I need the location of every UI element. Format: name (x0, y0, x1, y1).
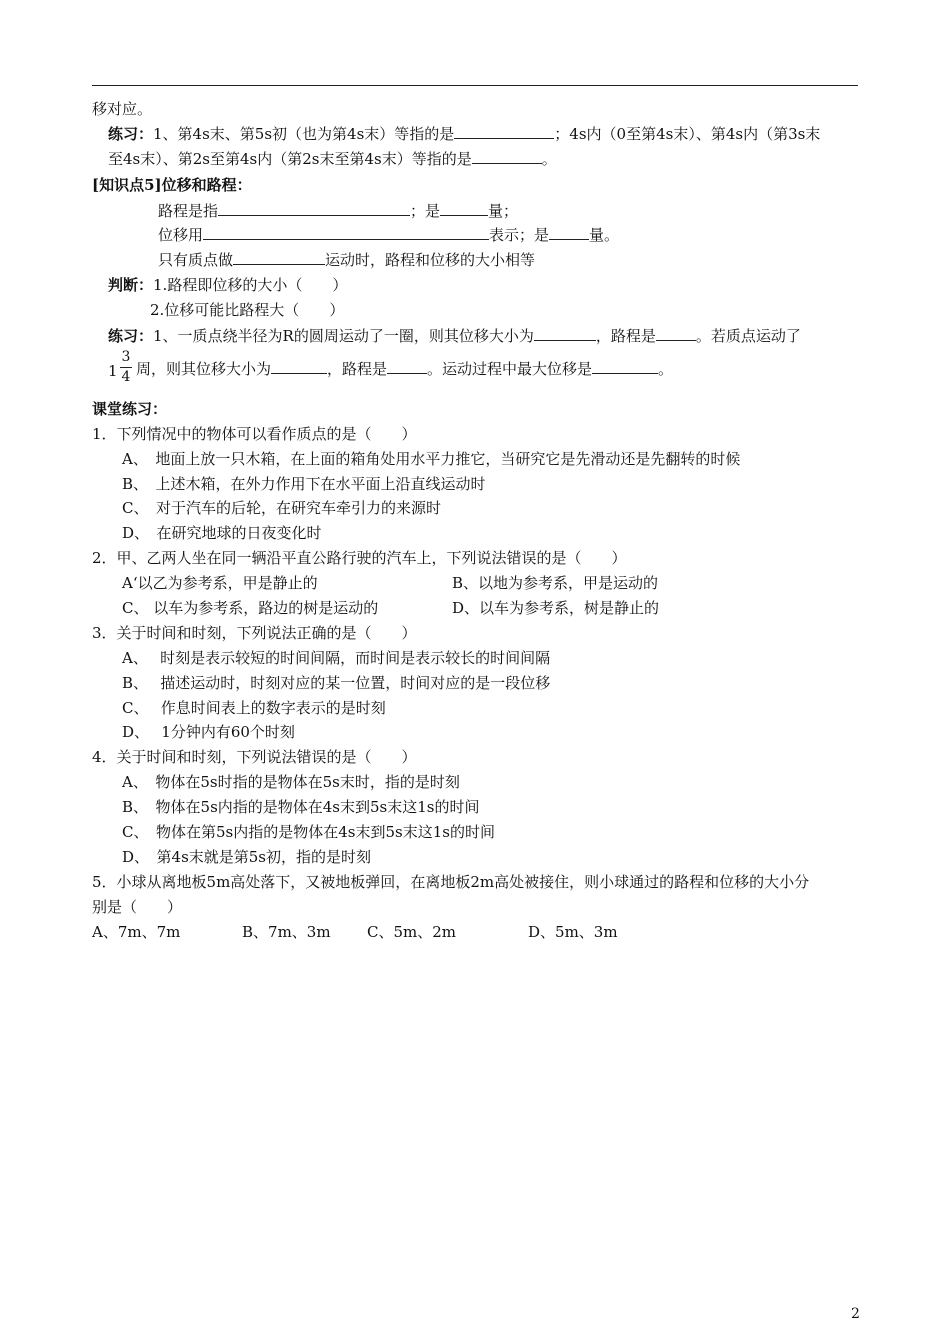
displacement-definition (158, 225, 619, 245)
disp-text-c: 量。 (589, 226, 620, 244)
practice1-line2 (108, 149, 557, 169)
practice2-label: 练习： (108, 327, 154, 345)
judge-text-1: 1.路程即位移的大小（ ） (153, 276, 348, 294)
fraction-denominator: 4 (121, 369, 131, 385)
question-3-option-d: D、 1分钟内有60个时刻 (122, 723, 295, 741)
classwork-title: 课堂练习： (92, 400, 168, 418)
blank[interactable] (218, 201, 410, 216)
judge-item1 (108, 275, 347, 295)
blank[interactable] (534, 326, 596, 341)
path-text-c: 量； (488, 202, 519, 220)
judge-item2: 2.位移可能比路程大（ ） (150, 301, 345, 319)
question-2-option-a: A‘以乙为参考系，甲是静止的 (122, 574, 318, 592)
blank[interactable] (440, 201, 488, 216)
question-2-option-b: B、以地为参考系，甲是运动的 (452, 574, 659, 592)
practice1-text-b: ；4s内（0至第4s末）、第4s内（第3s末 (554, 125, 821, 143)
question-4-option-d: D、 第4s末就是第5s初，指的是时刻 (122, 848, 372, 866)
question-3-option-b: B、 描述运动时，时刻对应的某一位置，时间对应的是一段位移 (122, 674, 551, 692)
practice2-line1 (108, 326, 801, 346)
practice2-text-g: 。 (658, 360, 674, 378)
question-1-stem: 1．下列情况中的物体可以看作质点的是（ ） (92, 425, 417, 443)
question-5-option-b: B、7m、3m (242, 923, 331, 941)
practice1-line1 (108, 124, 820, 144)
blank[interactable] (549, 225, 589, 240)
fraction-numerator: 3 (121, 349, 131, 365)
question-2-option-d: D、以车为参考系，树是静止的 (452, 599, 660, 617)
blank[interactable] (203, 225, 489, 240)
blank[interactable] (271, 359, 327, 374)
question-5-stem-line1: 5．小球从离地板5m高处落下，又被地板弹回，在离地板2m高处被接住，则小球通过的路程和位移的大小分 (92, 873, 810, 891)
only-when-line (158, 250, 535, 270)
path-definition (158, 201, 518, 221)
practice2-text-d: 周，则其位移大小为 (136, 360, 272, 378)
blank[interactable] (472, 149, 542, 164)
question-2-stem: 2．甲、乙两人坐在同一辆沿平直公路行驶的汽车上，下列说法错误的是（ ） (92, 549, 627, 567)
question-1-option-c: C、 对于汽车的后轮，在研究车牵引力的来源时 (122, 499, 441, 517)
header-continuation: 移对应。 (92, 100, 153, 118)
disp-text-b: 表示；是 (489, 226, 550, 244)
practice1-text-c: 至4s末）、第2s至第4s内（第2s末至第4s末）等指的是 (108, 150, 472, 168)
practice2-line2 (136, 359, 673, 379)
question-4-option-c: C、 物体在第5s内指的是物体在4s末到5s末这1s的时间 (122, 823, 495, 841)
practice2-text-c: 。若质点运动了 (695, 327, 801, 345)
practice2-text-f: 。运动过程中最大位移是 (427, 360, 593, 378)
blank[interactable] (233, 250, 325, 265)
practice2-text-e: ，路程是 (327, 360, 388, 378)
question-5-stem-line2: 别是（ ） (92, 898, 183, 916)
question-3-stem: 3．关于时间和时刻，下列说法正确的是（ ） (92, 624, 417, 642)
question-3-option-a: A、 时刻是表示较短的时间间隔，而时间是表示较长的时间间隔 (122, 649, 551, 667)
question-5-option-c: C、5m、2m (367, 923, 457, 941)
path-text-a: 路程是指 (158, 202, 219, 220)
page-number: 2 (851, 1306, 860, 1322)
disp-text-a: 位移用 (158, 226, 204, 244)
only-text-a: 只有质点做 (158, 251, 234, 269)
mixed-number-whole: 1 (108, 362, 118, 380)
question-2-option-c: C、 以车为参考系，路边的树是运动的 (122, 599, 379, 617)
question-1-option-d: D、 在研究地球的日夜变化时 (122, 524, 322, 542)
question-5-option-d: D、5m、3m (528, 923, 618, 941)
blank[interactable] (387, 359, 427, 374)
blank[interactable] (454, 124, 554, 139)
knowledge-point-5-title: [知识点5]位移和路程： (92, 176, 252, 194)
blank[interactable] (592, 359, 658, 374)
practice1-text-a: 1、第4s末、第5s初（也为第4s末）等指的是 (153, 125, 455, 143)
question-1-option-a: A、 地面上放一只木箱，在上面的箱角处用水平力推它，当研究它是先滑动还是先翻转的时候 (122, 450, 741, 468)
blank[interactable] (656, 326, 696, 341)
question-4-stem: 4．关于时间和时刻，下列说法错误的是（ ） (92, 748, 417, 766)
question-1-option-b: B、 上述木箱，在外力作用下在水平面上沿直线运动时 (122, 475, 486, 493)
question-4-option-a: A、 物体在5s时指的是物体在5s末时，指的是时刻 (122, 773, 460, 791)
practice2-text-b: ，路程是 (595, 327, 656, 345)
question-5-option-a: A、7m、7m (92, 923, 181, 941)
judge-label: 判断： (108, 276, 154, 294)
only-text-b: 运动时，路程和位移的大小相等 (325, 251, 536, 269)
practice1-label: 练习： (108, 125, 154, 143)
practice1-text-d: 。 (541, 150, 557, 168)
question-4-option-b: B、 物体在5s内指的是物体在4s末到5s末这1s的时间 (122, 798, 480, 816)
fraction-bar (120, 367, 132, 368)
header-rule (92, 85, 858, 86)
path-text-b: ；是 (410, 202, 441, 220)
practice2-text-a: 1、一质点绕半径为R的圆周运动了一圈，则其位移大小为 (153, 327, 534, 345)
question-3-option-c: C、 作息时间表上的数字表示的是时刻 (122, 699, 386, 717)
